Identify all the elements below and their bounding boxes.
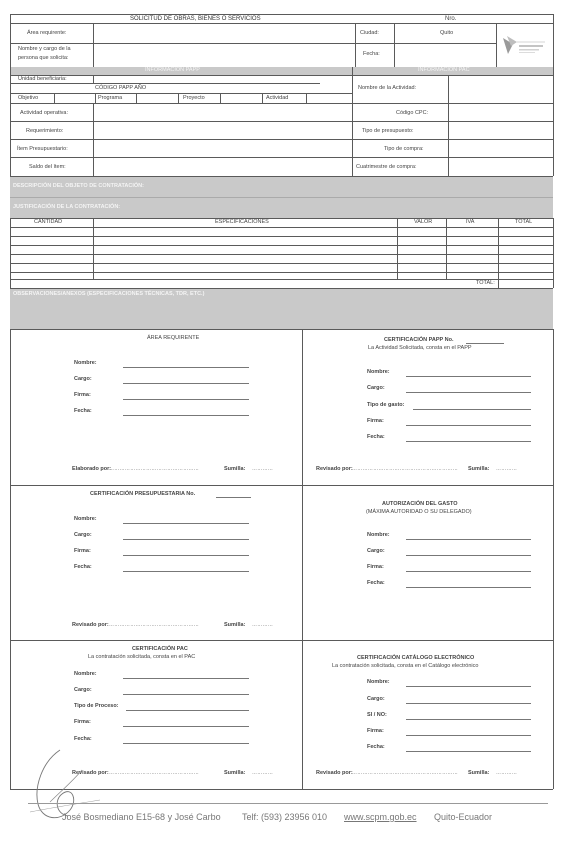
cert-papp-number-field[interactable]	[466, 343, 504, 344]
p4-firma-field[interactable]	[406, 571, 531, 572]
footer-website[interactable]: www.scpm.gob.ec	[344, 812, 417, 822]
ciudad-label: Ciudad:	[360, 30, 379, 36]
col-iva: IVA	[466, 219, 475, 225]
footer-address: José Bosmediano E15-68 y José Carbo	[62, 812, 221, 822]
p3-nombre-label: Nombre:	[74, 516, 97, 522]
p5-cargo-label: Cargo:	[74, 687, 92, 693]
p5-firma-field[interactable]	[123, 726, 249, 727]
area-requirente-title: ÁREA REQUIRENTE	[147, 335, 200, 341]
footer-city: Quito-Ecuador	[434, 812, 493, 822]
p6-fecha-field[interactable]	[406, 751, 531, 752]
p3-firma-field[interactable]	[123, 555, 249, 556]
p2-firma-label: Firma:	[367, 418, 384, 424]
papp-section-title: INFORMACIÓN PAPP	[145, 67, 200, 73]
p2-nombre-label: Nombre:	[367, 369, 390, 375]
descripcion-band: DESCRIPCIÓN DEL OBJETO DE CONTRATACIÓN:	[13, 183, 144, 189]
nombre-cargo-input[interactable]	[94, 44, 354, 66]
p6-nombre-field[interactable]	[406, 686, 531, 687]
requerimiento-label: Requerimiento:	[26, 128, 64, 134]
p2-tipo-gasto-label: Tipo de gasto:	[367, 402, 405, 408]
p3-sumilla-field[interactable]: …………	[252, 622, 274, 628]
objetivo-label: Objetivo	[18, 95, 39, 101]
p5-nombre-label: Nombre:	[74, 671, 97, 677]
col-cantidad: CANTIDAD	[34, 219, 63, 225]
p5-tipo-proceso-label: Tipo de Proceso:	[74, 703, 119, 709]
p2-fecha-field[interactable]	[406, 441, 531, 442]
p5-fecha-field[interactable]	[123, 743, 249, 744]
p3-fecha-label: Fecha:	[74, 564, 92, 570]
justificacion-band: JUSTIFICACIÓN DE LA CONTRATACIÓN:	[13, 204, 121, 210]
form-title: SOLICITUD DE OBRAS, BIENES O SERVICIOS	[130, 16, 261, 22]
p4-nombre-field[interactable]	[406, 539, 531, 540]
p4-firma-label: Firma:	[367, 564, 384, 570]
actividad-operativa-label: Actividad operativa:	[20, 110, 68, 116]
cert-presup-number-field[interactable]	[216, 497, 251, 498]
p2-revisado-label: Revisado por:	[316, 466, 353, 472]
p3-firma-label: Firma:	[74, 548, 91, 554]
p1-firma-field[interactable]	[123, 399, 249, 400]
p1-cargo-field[interactable]	[123, 383, 249, 384]
p5-sumilla-label: Sumilla:	[224, 770, 246, 776]
p6-si-no-field[interactable]	[406, 719, 531, 720]
p1-sumilla-label: Sumilla:	[224, 466, 246, 472]
area-requirente-input[interactable]	[94, 24, 354, 42]
p4-fecha-label: Fecha:	[367, 580, 385, 586]
p5-revisado-label: Revisado por:	[72, 770, 109, 776]
observaciones-band: OBSERVACIONES/ANEXOS (ESPECIFICACIONES TÉCNICAS, TDR, ETC.)	[13, 291, 205, 297]
autorizacion-sub: (MÁXIMA AUTORIDAD O SU DELEGADO)	[366, 509, 472, 515]
fecha-input[interactable]	[395, 44, 495, 66]
p5-cargo-field[interactable]	[123, 694, 249, 695]
p4-cargo-label: Cargo:	[367, 548, 385, 554]
p2-sumilla-field[interactable]: …………	[496, 466, 518, 472]
cert-papp-title: CERTIFICACIÓN PAPP No.	[384, 337, 454, 343]
p6-cargo-field[interactable]	[406, 703, 531, 704]
autorizacion-title: AUTORIZACIÓN DEL GASTO	[382, 501, 458, 507]
p3-sumilla-label: Sumilla:	[224, 622, 246, 628]
p2-fecha-label: Fecha:	[367, 434, 385, 440]
pac-section-title: INFORMACIÓN PAC	[418, 67, 470, 73]
cert-pac-title: CERTIFICACIÓN PAC	[132, 646, 188, 652]
p1-elaborado-label: Elaborado por:	[72, 466, 112, 472]
p6-fecha-label: Fecha:	[367, 744, 385, 750]
p6-sumilla-label: Sumilla:	[468, 770, 490, 776]
cert-presup-title: CERTIFICACIÓN PRESUPUESTARIA No.	[90, 491, 196, 497]
col-valor: VALOR	[414, 219, 433, 225]
proyecto-label: Proyecto	[183, 95, 205, 101]
p6-firma-field[interactable]	[406, 735, 531, 736]
cert-catalogo-title: CERTIFICACIÓN CATÁLOGO ELECTRÓNICO	[357, 655, 475, 661]
col-total: TOTAL	[515, 219, 533, 225]
p5-sumilla-field[interactable]: …………	[252, 770, 274, 776]
nombre-cargo-label-2: persona que solicita:	[18, 55, 69, 61]
p6-revisado-label: Revisado por:	[316, 770, 353, 776]
nombre-actividad-label: Nombre de la Actividad:	[358, 85, 417, 91]
p4-fecha-field[interactable]	[406, 587, 531, 588]
p1-fecha-label: Fecha:	[74, 408, 92, 414]
codigo-cpc-label: Código CPC:	[396, 110, 429, 116]
p1-sumilla-field[interactable]: …………	[252, 466, 274, 472]
cuatrimestre-label: Cuatrimestre de compra:	[356, 164, 417, 170]
programa-label: Programa	[98, 95, 123, 101]
p4-cargo-field[interactable]	[406, 555, 531, 556]
p1-nombre-label: Nombre:	[74, 360, 97, 366]
cert-catalogo-sub: La contratación solicitada, consta en el Catálogo electrónico	[332, 663, 479, 669]
col-especificaciones: ESPECIFICACIONES	[215, 219, 269, 225]
scpm-logo	[499, 28, 549, 62]
total-label: TOTAL:	[476, 280, 495, 286]
p2-cargo-field[interactable]	[406, 392, 531, 393]
p5-tipo-proceso-field[interactable]	[126, 710, 249, 711]
p2-nombre-field[interactable]	[406, 376, 531, 377]
ciudad-value[interactable]: Quito	[440, 30, 454, 36]
tipo-presupuesto-label: Tipo de presupuesto:	[362, 128, 414, 134]
tipo-compra-label: Tipo de compra:	[384, 146, 424, 152]
p3-nombre-field[interactable]	[123, 523, 249, 524]
p2-cargo-label: Cargo:	[367, 385, 385, 391]
cert-pac-sub: La contratación solicitada, consta en el PAC	[88, 654, 196, 660]
p3-cargo-label: Cargo:	[74, 532, 92, 538]
cert-papp-sub: La Actividad Solicitada, consta en el PAPP	[368, 345, 472, 351]
unidad-beneficiaria-label: Unidad beneficiaria:	[18, 76, 67, 82]
area-requirente-label: Área requirente:	[27, 30, 67, 36]
p3-revisado-field[interactable]: ……………………………………………	[109, 622, 200, 628]
p6-sumilla-field[interactable]: …………	[496, 770, 518, 776]
p5-revisado-field[interactable]: ……………………………………………	[109, 770, 200, 776]
p3-fecha-field[interactable]	[123, 571, 249, 572]
saldo-item-label: Saldo del ítem:	[29, 164, 66, 170]
p6-revisado-field[interactable]: ……………………………………………………	[352, 770, 458, 776]
p1-nombre-field[interactable]	[123, 367, 249, 368]
p1-elaborado-field[interactable]: ……………………………………………	[109, 466, 200, 472]
item-presupuestario-label: Ítem Presupuestario:	[17, 146, 68, 152]
p2-revisado-field[interactable]: ……………………………………………………	[352, 466, 458, 472]
p1-fecha-field[interactable]	[123, 415, 249, 416]
p3-cargo-field[interactable]	[123, 539, 249, 540]
fecha-label: Fecha:	[363, 51, 380, 57]
p2-sumilla-label: Sumilla:	[468, 466, 490, 472]
nro-label: Nro.	[445, 16, 457, 22]
p6-si-no-label: SI / NO:	[367, 712, 387, 718]
codigo-papp-label: CÓDIGO PAPP AÑO	[95, 85, 147, 91]
p1-cargo-label: Cargo:	[74, 376, 92, 382]
p3-revisado-label: Revisado por:	[72, 622, 109, 628]
footer-phone: Telf: (593) 23956 010	[242, 812, 328, 822]
p5-nombre-field[interactable]	[123, 678, 249, 679]
p6-nombre-label: Nombre:	[367, 679, 390, 685]
p5-fecha-label: Fecha:	[74, 736, 92, 742]
p2-firma-field[interactable]	[406, 425, 531, 426]
p5-firma-label: Firma:	[74, 719, 91, 725]
p1-firma-label: Firma:	[74, 392, 91, 398]
p2-tipo-gasto-field[interactable]	[413, 409, 531, 410]
p6-cargo-label: Cargo:	[367, 696, 385, 702]
p4-nombre-label: Nombre:	[367, 532, 390, 538]
actividad-label: Actividad	[266, 95, 289, 101]
nombre-cargo-label: Nombre y cargo de la	[18, 46, 71, 52]
p6-firma-label: Firma:	[367, 728, 384, 734]
